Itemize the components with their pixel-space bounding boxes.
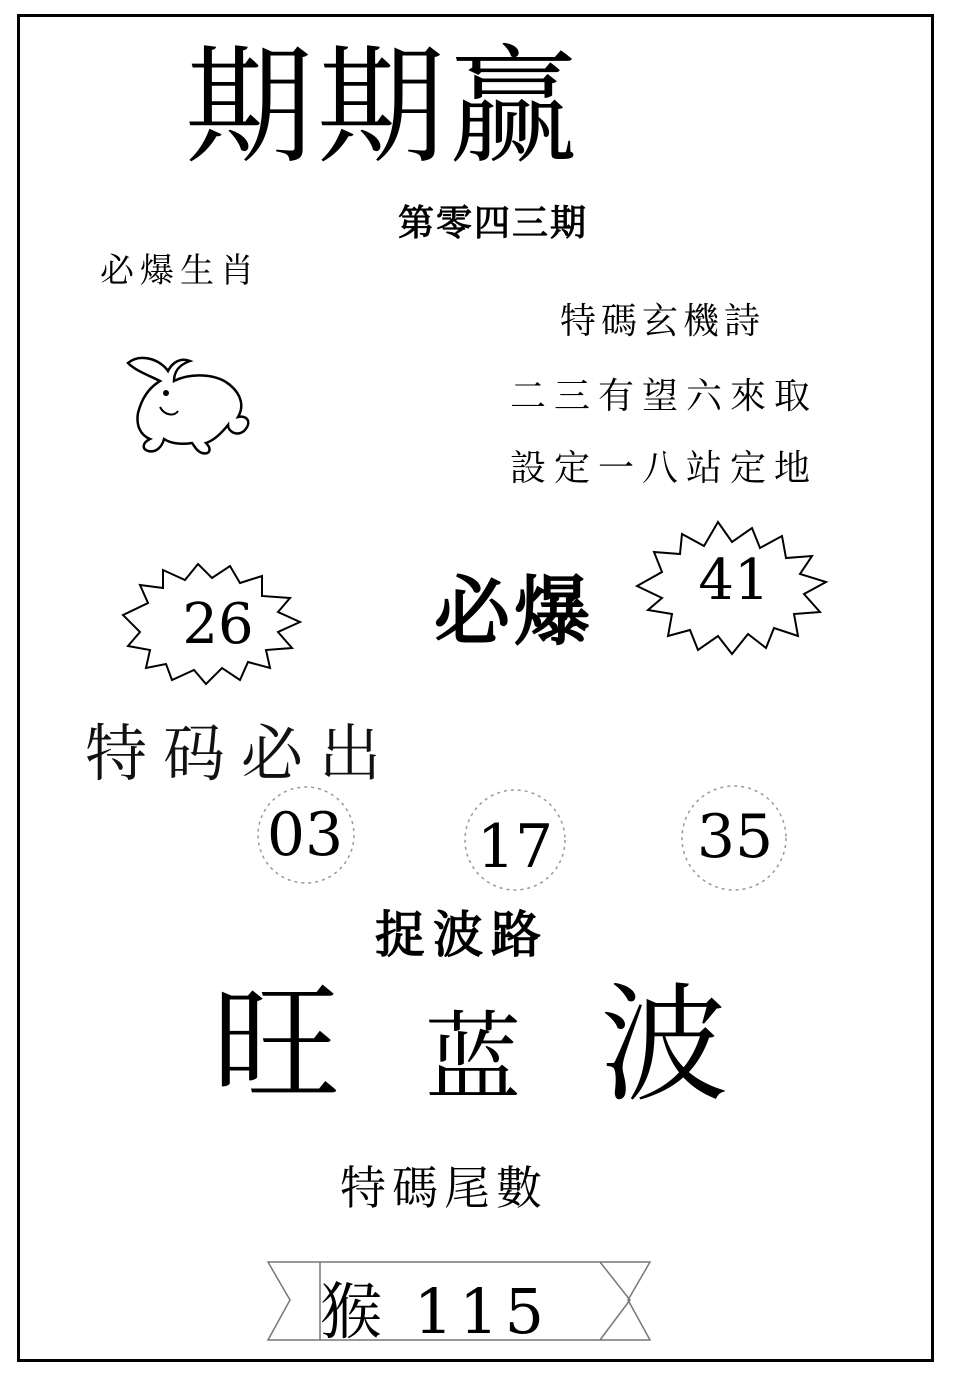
page-title: 期期赢	[185, 33, 582, 182]
zodiac-number: 26	[182, 592, 254, 657]
poem-line: 設定一八站定地	[510, 448, 819, 489]
issue-number: 第零四三期	[398, 202, 589, 244]
zodiac-label: 必爆生肖	[100, 251, 260, 291]
pick-number: 17	[476, 812, 554, 882]
wave-label: 捉波路	[375, 906, 549, 964]
wave-char: 蓝	[425, 1002, 521, 1114]
must-burst-number: 41	[698, 548, 770, 613]
wave-char: 旺	[212, 971, 341, 1120]
tail-value: 猴 115	[320, 1275, 551, 1348]
pick-number: 03	[266, 800, 344, 870]
special-must-label: 特码必出	[85, 717, 398, 790]
tail-label: 特碼尾數	[340, 1161, 548, 1215]
poem-title: 特碼玄機詩	[560, 301, 766, 342]
must-burst-label: 必爆	[434, 567, 594, 656]
wave-char: 波	[600, 971, 729, 1120]
pick-number: 35	[696, 802, 774, 872]
poem-line: 二三有望六來取	[510, 376, 819, 417]
rabbit-icon	[120, 345, 260, 465]
